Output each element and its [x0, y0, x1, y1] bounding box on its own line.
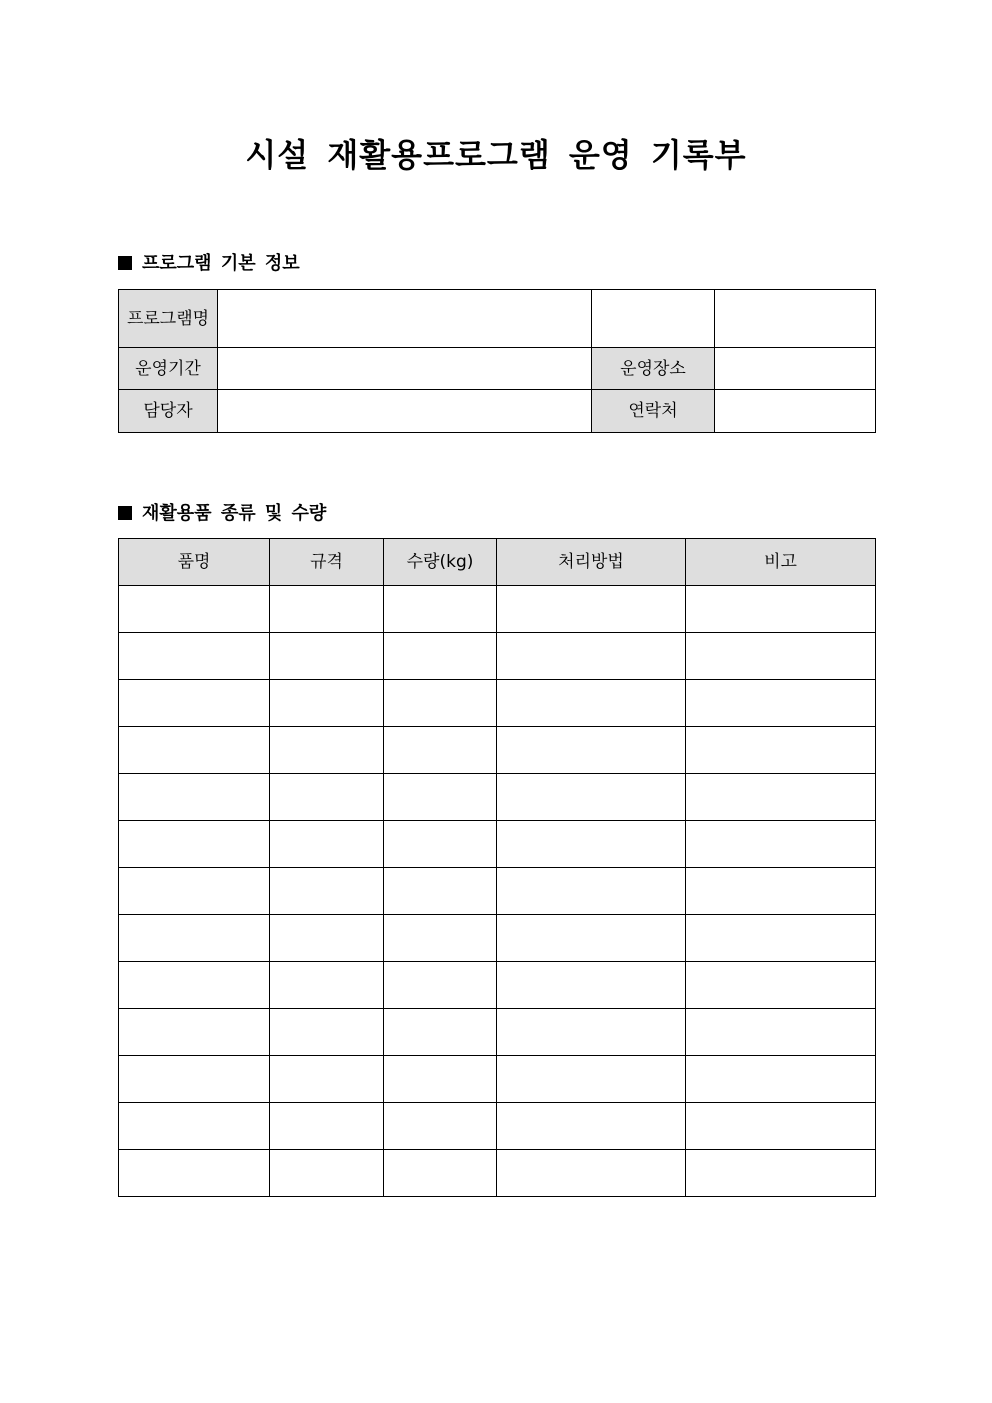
contact-label: 연락처: [592, 390, 715, 433]
quantity-cell[interactable]: [384, 586, 497, 633]
method-cell[interactable]: [497, 868, 686, 915]
program-name-field[interactable]: [218, 290, 592, 348]
column-header-method: 처리방법: [497, 539, 686, 586]
quantity-cell[interactable]: [384, 680, 497, 727]
spec-cell[interactable]: [270, 774, 384, 821]
quantity-cell[interactable]: [384, 962, 497, 1009]
square-bullet-icon: [118, 506, 132, 520]
method-cell[interactable]: [497, 821, 686, 868]
quantity-cell[interactable]: [384, 821, 497, 868]
spec-cell[interactable]: [270, 868, 384, 915]
column-header-spec: 규격: [270, 539, 384, 586]
document-title: 시설 재활용프로그램 운영 기록부: [245, 136, 747, 174]
blank-value-cell[interactable]: [715, 290, 876, 348]
method-cell[interactable]: [497, 1009, 686, 1056]
table-row: [119, 586, 876, 633]
remarks-cell[interactable]: [686, 821, 876, 868]
table-body: [119, 586, 876, 1197]
item-name-cell[interactable]: [119, 727, 270, 774]
contact-field[interactable]: [715, 390, 876, 433]
remarks-cell[interactable]: [686, 915, 876, 962]
spec-cell[interactable]: [270, 915, 384, 962]
remarks-cell[interactable]: [686, 1103, 876, 1150]
quantity-cell[interactable]: [384, 727, 497, 774]
spec-cell[interactable]: [270, 821, 384, 868]
spec-cell[interactable]: [270, 1150, 384, 1197]
spec-cell[interactable]: [270, 633, 384, 680]
method-cell[interactable]: [497, 915, 686, 962]
quantity-cell[interactable]: [384, 868, 497, 915]
quantity-cell[interactable]: [384, 915, 497, 962]
spec-cell[interactable]: [270, 586, 384, 633]
table-row: [119, 962, 876, 1009]
recyclables-table: [118, 538, 876, 1197]
method-cell[interactable]: [497, 962, 686, 1009]
method-cell[interactable]: [497, 1150, 686, 1197]
method-cell[interactable]: [497, 727, 686, 774]
item-name-cell[interactable]: [119, 821, 270, 868]
remarks-cell[interactable]: [686, 727, 876, 774]
quantity-cell[interactable]: [384, 1150, 497, 1197]
item-name-cell[interactable]: [119, 962, 270, 1009]
section-heading-label: 프로그램 기본 정보: [142, 253, 300, 274]
table-row: [119, 1150, 876, 1197]
method-cell[interactable]: [497, 1103, 686, 1150]
section-heading-label: 재활용품 종류 및 수량: [142, 503, 327, 524]
item-name-cell[interactable]: [119, 1009, 270, 1056]
period-field[interactable]: [218, 348, 592, 390]
location-label: 운영장소: [592, 348, 715, 390]
item-name-cell[interactable]: [119, 1056, 270, 1103]
item-name-cell[interactable]: [119, 680, 270, 727]
quantity-cell[interactable]: [384, 1056, 497, 1103]
manager-label: 담당자: [119, 390, 218, 433]
column-header-quantity: 수량(kg): [384, 539, 497, 586]
table-row: [119, 680, 876, 727]
method-cell[interactable]: [497, 586, 686, 633]
remarks-cell[interactable]: [686, 680, 876, 727]
item-name-cell[interactable]: [119, 915, 270, 962]
manager-field[interactable]: [218, 390, 592, 433]
table-row: [119, 821, 876, 868]
table-row: [119, 915, 876, 962]
spec-cell[interactable]: [270, 1009, 384, 1056]
quantity-cell[interactable]: [384, 1009, 497, 1056]
remarks-cell[interactable]: [686, 586, 876, 633]
item-name-cell[interactable]: [119, 586, 270, 633]
column-header-remarks: 비고: [686, 539, 876, 586]
method-cell[interactable]: [497, 1056, 686, 1103]
remarks-cell[interactable]: [686, 1009, 876, 1056]
column-header-item-name: 품명: [119, 539, 270, 586]
spec-cell[interactable]: [270, 1056, 384, 1103]
blank-label-cell: [592, 290, 715, 348]
section-heading-basic-info: [118, 252, 300, 276]
square-bullet-icon: [118, 256, 132, 270]
spec-cell[interactable]: [270, 1103, 384, 1150]
program-info-table: [118, 289, 876, 433]
spec-cell[interactable]: [270, 680, 384, 727]
period-label: 운영기간: [119, 348, 218, 390]
method-cell[interactable]: [497, 774, 686, 821]
method-cell[interactable]: [497, 633, 686, 680]
table-header-row: [119, 539, 876, 586]
remarks-cell[interactable]: [686, 774, 876, 821]
remarks-cell[interactable]: [686, 1150, 876, 1197]
item-name-cell[interactable]: [119, 1103, 270, 1150]
program-name-label: 프로그램명: [119, 290, 218, 348]
quantity-cell[interactable]: [384, 774, 497, 821]
remarks-cell[interactable]: [686, 1056, 876, 1103]
remarks-cell[interactable]: [686, 962, 876, 1009]
program-name-row: [119, 290, 876, 348]
item-name-cell[interactable]: [119, 868, 270, 915]
remarks-cell[interactable]: [686, 633, 876, 680]
table-row: [119, 1009, 876, 1056]
spec-cell[interactable]: [270, 727, 384, 774]
table-row: [119, 868, 876, 915]
table-row: [119, 774, 876, 821]
quantity-cell[interactable]: [384, 1103, 497, 1150]
item-name-cell[interactable]: [119, 774, 270, 821]
period-row: [119, 348, 876, 390]
table-row: [119, 1056, 876, 1103]
method-cell[interactable]: [497, 680, 686, 727]
table-row: [119, 633, 876, 680]
manager-row: [119, 390, 876, 433]
item-name-cell[interactable]: [119, 1150, 270, 1197]
spec-cell[interactable]: [270, 962, 384, 1009]
quantity-cell[interactable]: [384, 633, 497, 680]
remarks-cell[interactable]: [686, 868, 876, 915]
section-heading-items: [118, 502, 326, 526]
location-field[interactable]: [715, 348, 876, 390]
table-row: [119, 727, 876, 774]
table-row: [119, 1103, 876, 1150]
item-name-cell[interactable]: [119, 633, 270, 680]
